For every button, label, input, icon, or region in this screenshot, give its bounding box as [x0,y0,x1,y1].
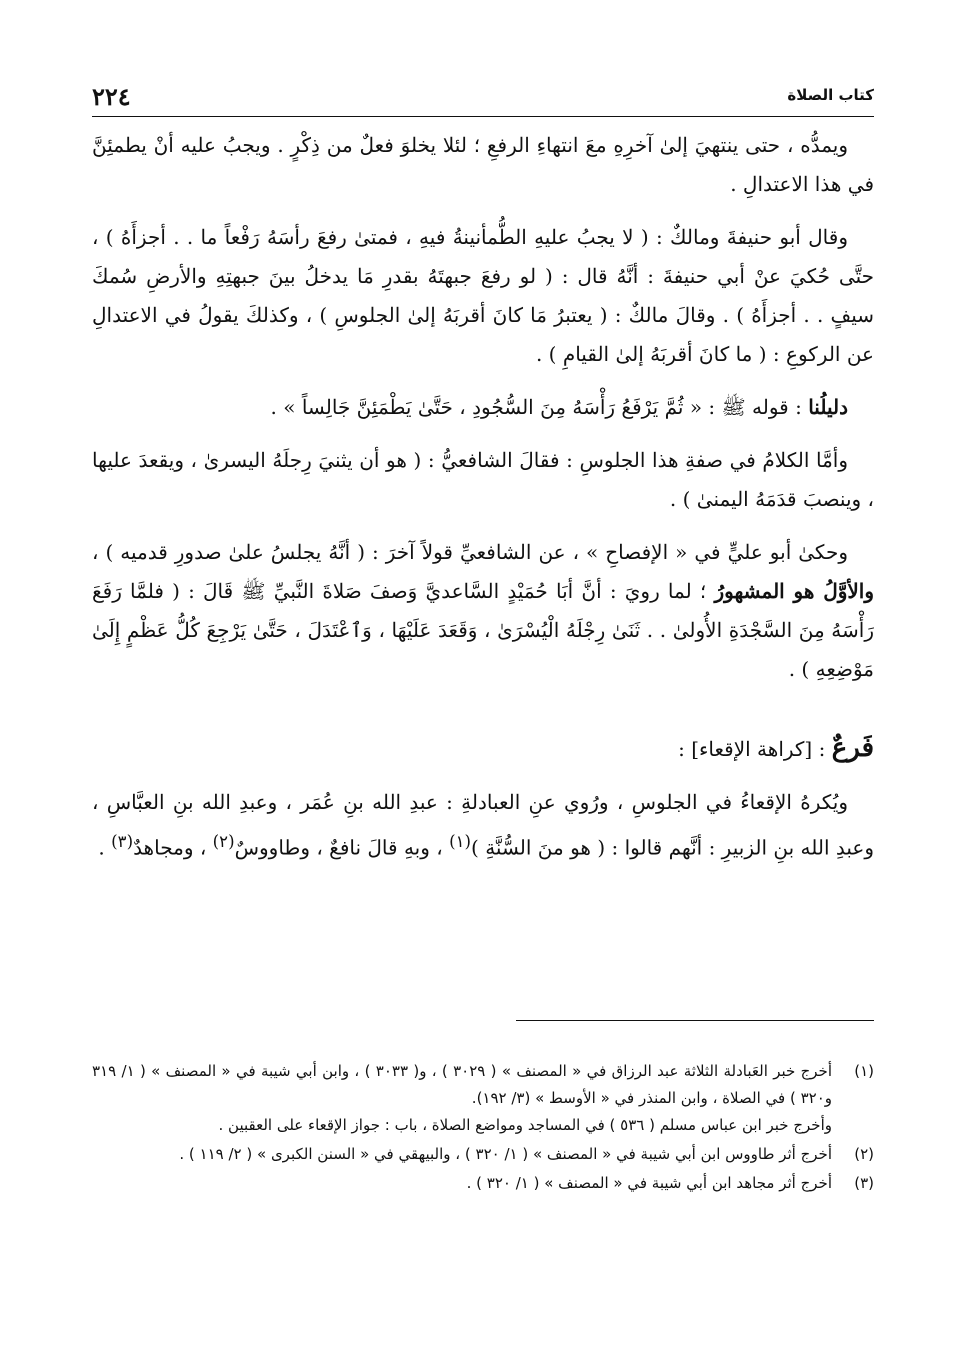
page-number: ٢٢٤ [92,82,131,111]
footnote-ref-3[interactable]: (٣) [111,832,134,851]
paragraph-4: وأمَّا الكلامُ في صفةِ هذا الجلوسِ : فقالَ الشافعيُّ : ( هو أن يثنيَ رِجلَهُ اليسرىٰ ، ويقعدَ عليها ، وينصبَ قدَمَهُ اليمنىٰ ) . [92,448,874,511]
footnote-ref-1[interactable]: (١) [449,832,472,851]
footnote-3 [92,1170,874,1197]
footnote-text: أخرج أثر طاووس ابن أبي شيبة في « المصنف » ( ١/ ٣٢٠ ) ، والبيهقي في « السنن الكبرى » ( ٢/ ١١٩ ) . [179,1145,832,1163]
footnote-number: (١) [854,1062,874,1080]
main-text [92,126,874,882]
footnote-separator [516,1020,874,1021]
paragraph-1: ويمدُّه ، حتى ينتهيَ إلىٰ آخرِهِ معَ انتهاءِ الرفعِ ؛ لئلا يخلوَ فعلٌ من ذِكْرٍ . ويجبُ عليه أنْ يطمئِنَّ في هذا الاعتدالِ . [92,133,874,196]
footnote-number: (٣) [854,1174,874,1192]
far-title: : [كراهة الإقعاء] : [678,737,826,761]
paragraph-6-part-a: ويُكرهُ الإقعاءُ في الجلوسِ ، ورُوي عنِ العبادلةِ : عبدِ الله بنِ عُمَر ، وعبدِ الله بنِ العبَّاسِ ، وعبدِ الله بنِ الزبيرِ : أنَّهم قالوا : ( هو منَ السُّنَّةِ ) [92,790,874,860]
far-heading [92,729,874,769]
footnote-text: أخرج خبر العَبادلة الثلاثة عبد الرزاق في « المصنف » ( ٣٠٢٩ ) ، و( ٣٠٣٣ ) ، وابن أبي شيبة في « المصنف » ( ١/ ٣١٩ و٣٢٠ ) في الصلاة ، وابن المنذر في « الأوسط » (٣/ ١٩٢). [92,1062,832,1107]
running-title: كتاب الصلاة [787,86,874,104]
paragraph-5-part-b: ؛ لما رويَ : أنَّ أبَا حُمَيْدٍ السَّاعديَّ وَصفَ صَلاةَ النَّبيِّ ﷺ قَالَ : ( فلمَّا رَفَعَ رَأْسَهُ مِنَ السَّجْدَةِ الأُولىٰ . . ثَنَىٰ رِجْلَهُ الْيُسْرَىٰ ، وَقَعَدَ عَلَيْهَا ، وَٱعْتَدَلَ ، حَتَّىٰ يَرْجِعَ كُلُّ عَظْمٍ إِلَىٰ مَوْضِعِهِ ) . [92,579,874,681]
footnote-number: (٢) [854,1145,874,1163]
paragraph-6-part-b: ، وبهِ قالَ نافعٌ ، وطاووسٌ [234,835,443,860]
footnote-2 [92,1141,874,1168]
footnote-1 [92,1058,874,1139]
paragraph-5-bold: والأوَّلُ هو المشهورُ [714,579,875,603]
footnote-text: وأخرج خبر ابن عباس مسلم ( ٥٣٦ ) في المساجد ومواضع الصلاة ، باب : جواز الإقعاء على العقبين . [218,1116,832,1134]
page-header [92,80,874,117]
far-label: فَرعٌ [831,733,874,763]
paragraph-6-part-d: . [98,835,105,860]
footnote-text: أخرج أثر مجاهد ابن أبي شيبة في « المصنف » ( ١/ ٣٢٠ ) . [466,1174,832,1192]
paragraph-6 [92,783,874,868]
paragraph-6-part-c: ، ومجاهدٌ [133,835,207,860]
paragraph-2: وقال أبو حنيفةَ ومالكٌ : ( لا يجبُ عليهِ الطُّمأنينةُ فيهِ ، فمتىٰ رفعَ رأسَهُ رَفْعاً ما . . أجزأَهُ ) ، حتَّى حُكيَ عنْ أبي حنيفةَ : أنَّهُ قال : ( لو رفعَ جبهتَهُ بقدرِ مَا يدخلُ بينَ جبهتِهِ والأرضِ سُمكَ سيفٍ . . أجزأَهُ ) . وقالَ مالكٌ : ( يعتبرُ مَا كانَ أقربَهُ إلىٰ الجلوسِ ) ، وكذلكَ يقولُ في الاعتدالِ عن الركوعِ : ( ما كانَ أقربَهُ إلىٰ القيامِ ) . [92,225,874,366]
paragraph-5 [92,533,874,689]
paragraph-5-part-a: وحكىٰ أبو عليٍّ في « الإفصاحِ » ، عن الشافعيِّ قولاً آخرَ : ( أنَّهُ يجلسُ علىٰ صدورِ قدميه ) ، [92,540,848,564]
footnote-ref-2[interactable]: (٢) [212,832,235,851]
hadith-quote: : قوله ﷺ : « ثُمَّ يَرْفَعُ رَأْسَهُ مِنَ السُّجُودِ ، حَتَّىٰ يَطْمَئِنَّ جَالِساً » . [270,395,802,419]
footnotes [92,1058,874,1199]
dalil-label: دليلُنا [808,395,848,419]
paragraph-3 [92,388,874,427]
